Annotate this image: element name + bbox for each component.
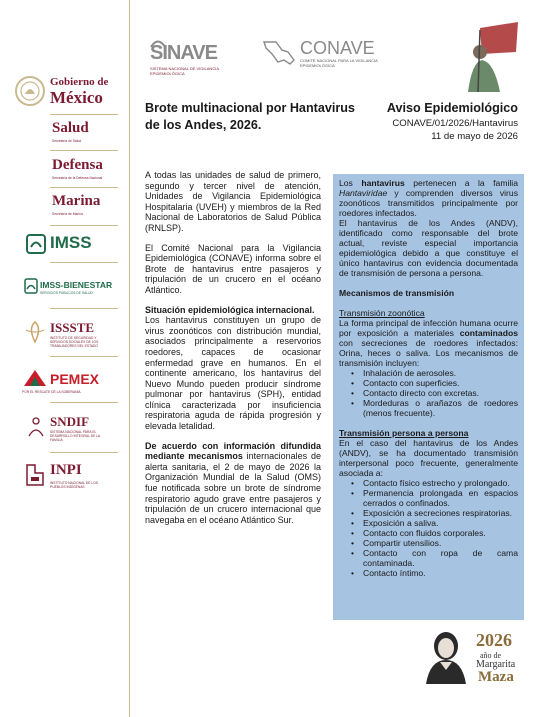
inpi-glyph-icon bbox=[24, 462, 46, 488]
salud-title: Salud bbox=[52, 120, 89, 136]
document-title: Brote multinacional por Hantavirus de los Andes, 2026. bbox=[145, 101, 355, 132]
audience-paragraph: A todas las unidades de salud de primero, segundo y tercer nivel de atención, Unidades de Vigilancia Epidemiológica Hospitalaria (UVEH) y miembros de la Red Nacional de Laboratorios de Salud Pública (RNLSP). bbox=[145, 170, 321, 233]
issste-flower-icon bbox=[24, 320, 46, 344]
zoonotic-text: con secreciones de roedores infectados: Orina, heces o saliva. Los mecanismos de transmisión incluyen: bbox=[339, 338, 518, 368]
list-item: • Contacto íntimo. bbox=[363, 568, 518, 578]
hantavirus-intro bbox=[339, 178, 518, 218]
sndif-subtitle: SISTEMA NACIONAL PARA EL DESARROLLO INTEGRAL DE LA FAMILIA bbox=[50, 430, 101, 442]
sinave-subtitle: SISTEMA NACIONAL DE VIGILANCIA EPIDEMIOLÓGICA bbox=[150, 66, 219, 76]
pemex-subtitle: POR EL RESCATE DE LA SOBERANÍA bbox=[22, 390, 81, 394]
defensa-subtitle: Secretaría de la Defensa Nacional bbox=[52, 176, 103, 180]
oms-paragraph bbox=[145, 441, 321, 526]
list-item: • Compartir utensilios. bbox=[363, 538, 518, 548]
oms-bold-lead: De acuerdo con información difundida mediante mecanismos bbox=[145, 440, 321, 462]
sndif-title: SNDIF bbox=[50, 414, 90, 429]
conave-subtitle: COMITÉ NACIONAL PARA LA VIGILANCIA EPIDEMIOLÓGICA bbox=[300, 58, 378, 68]
person-text: En el caso del hantavirus de los Andes (ANDV), se ha documentado transmisión interpersonal poco frecuente, generalmente asociada a: bbox=[339, 438, 518, 478]
person-list bbox=[339, 478, 518, 578]
coat-of-arms-icon bbox=[14, 74, 46, 108]
defensa-title: Defensa bbox=[52, 157, 103, 173]
zoonotic-bold: contaminados bbox=[459, 328, 518, 338]
divider bbox=[50, 308, 118, 309]
situation-paragraph bbox=[145, 305, 321, 432]
inpi-title: INPI bbox=[50, 462, 82, 478]
list-item: • Inhalación de aerosoles. bbox=[363, 368, 518, 378]
aviso-title: Aviso Epidemiológico bbox=[386, 101, 518, 115]
imss-eagle-icon bbox=[26, 234, 46, 254]
year-number: 2026 bbox=[476, 630, 512, 650]
divider bbox=[50, 150, 118, 151]
zoonotic-list bbox=[339, 368, 518, 418]
issste-title: ISSSTE bbox=[50, 320, 95, 335]
situation-heading: Situación epidemiológica internacional. bbox=[145, 304, 315, 315]
andv-paragraph: El hantavirus de los Andes (ANDV), identificado como responsable del brote actual, reviste especial importancia epidemiológica debido a que constituye el único hantavirus con evidencia documentada de transmisión de persona a persona. bbox=[339, 218, 518, 278]
marina-logo bbox=[14, 193, 119, 219]
margarita-maza-portrait-icon bbox=[420, 626, 472, 684]
divider bbox=[50, 452, 118, 453]
intro-italic: Hantaviridae bbox=[339, 188, 388, 198]
salud-logo bbox=[14, 120, 119, 146]
mexico-map-icon bbox=[262, 38, 296, 68]
imss-bienestar-subtitle: SERVICIOS PÚBLICOS DE SALUD bbox=[40, 291, 93, 295]
list-item: • Contacto con superficies. bbox=[363, 378, 518, 388]
conave-logo bbox=[262, 36, 392, 78]
mechanisms-heading: Mecanismos de transmisión bbox=[339, 288, 455, 298]
divider bbox=[50, 225, 118, 226]
list-item: • Mordeduras o arañazos de roedores (menos frecuente). bbox=[363, 398, 518, 418]
pemex-title: PEMEX bbox=[50, 371, 100, 387]
info-panel bbox=[333, 174, 524, 620]
list-item: • Permanencia prolongada en espacios cerrados o confinados. bbox=[363, 488, 518, 508]
list-item: • Contacto físico estrecho y prolongado. bbox=[363, 478, 518, 488]
person-heading: Transmisión persona a persona bbox=[339, 428, 469, 438]
zoonotic-paragraph bbox=[339, 308, 518, 368]
list-item: • Contacto directo con excretas. bbox=[363, 388, 518, 398]
left-column bbox=[145, 170, 321, 534]
salud-subtitle: Secretaría de Salud bbox=[52, 139, 82, 143]
gobierno-line1: Gobierno de bbox=[50, 76, 109, 88]
list-item: • Contacto con fluidos corporales. bbox=[363, 528, 518, 538]
aviso-date: 11 de mayo de 2026 bbox=[431, 131, 518, 142]
list-item: • Exposición a secreciones respiratorias. bbox=[363, 508, 518, 518]
marina-title: Marina bbox=[52, 193, 101, 209]
divider bbox=[50, 187, 118, 188]
divider bbox=[50, 356, 118, 357]
intro-text: Los bbox=[339, 178, 362, 188]
person-paragraph bbox=[339, 428, 518, 478]
imss-bienestar-title: IMSS-BIENESTAR bbox=[40, 280, 113, 290]
gobierno-logo bbox=[14, 74, 119, 114]
zoonotic-heading: Transmisión zoonótica bbox=[339, 308, 425, 318]
dif-figure-icon bbox=[26, 416, 46, 438]
agency-sidebar bbox=[0, 0, 130, 717]
issste-subtitle: INSTITUTO DE SEGURIDAD Y SERVICIOS SOCIALES DE LOS TRABAJADORES DEL ESTADO bbox=[50, 336, 99, 348]
pemex-eagle-icon bbox=[22, 368, 48, 388]
gobierno-line2: México bbox=[50, 88, 103, 107]
conave-paragraph: El Comité Nacional para la Vigilancia Epidemiológica (CONAVE) informa sobre el Brote de hantavirus entre pasajeros y tripulación de un crucero en el océano Atlántico. bbox=[145, 242, 321, 295]
aviso-block bbox=[338, 100, 518, 143]
zoonotic-text: La forma principal de infección humana ocurre por exposición a materiales bbox=[339, 318, 518, 338]
year-name-first: Margarita bbox=[476, 659, 516, 670]
oms-body: internacionales de alerta sanitaria, el 2 de mayo de 2026 la Organización Mundial de la Salud (OMS) fue notificada sobre un brote de síndrome respiratorio agudo grave entre pasajeros y tripulación de un crucero internacional que navegaba en el océano Atlántico Sur. bbox=[145, 451, 321, 525]
sinave-logo bbox=[150, 36, 242, 78]
divider bbox=[50, 114, 118, 115]
year-subtitle: año de bbox=[480, 651, 502, 660]
imss-bienestar-logo bbox=[14, 278, 119, 302]
year-badge bbox=[420, 626, 530, 686]
aviso-code: CONAVE/01/2026/Hantavirus bbox=[392, 118, 518, 129]
sinave-title: SINAVE bbox=[150, 42, 217, 64]
intro-text: y comprenden diversos virus zoonóticos transmitidos principalmente por roedores infectados. bbox=[339, 188, 518, 218]
marina-subtitle: Secretaría de Marina bbox=[52, 212, 83, 216]
divider bbox=[50, 262, 118, 263]
independence-woman-icon bbox=[460, 18, 522, 92]
conave-title: CONAVE bbox=[300, 38, 375, 58]
list-item: • Contacto con ropa de cama contaminada. bbox=[363, 548, 518, 568]
situation-body: Los hantavirus constituyen un grupo de virus zoonóticos con distribución mundial, asociados principalmente a reservorios roedores, capaces de ocasionar enfermedad grave en humanos. En el continente americano, los hantavirus del Nuevo Mundo pueden producir síndrome pulmonar por hantavirus (SPH), entidad clínica caracterizada por insuficiencia respiratoria aguda de rápida progresión y elevada letalidad. bbox=[145, 315, 321, 432]
intro-bold: hantavirus bbox=[361, 178, 405, 188]
defensa-logo bbox=[14, 157, 119, 183]
sndif-logo bbox=[14, 414, 119, 448]
imss-title: IMSS bbox=[50, 233, 92, 252]
pemex-logo bbox=[14, 368, 119, 396]
divider bbox=[50, 402, 118, 403]
inpi-logo bbox=[14, 462, 119, 496]
inpi-subtitle: INSTITUTO NACIONAL DE LOS PUEBLOS INDÍGENAS bbox=[50, 481, 98, 489]
list-item: • Exposición a saliva. bbox=[363, 518, 518, 528]
imss-logo bbox=[14, 232, 119, 258]
intro-text: pertenecen a la familia bbox=[404, 178, 518, 188]
issste-logo bbox=[14, 320, 119, 354]
imss-eagle-icon bbox=[24, 278, 38, 294]
year-name-last: Maza bbox=[478, 669, 514, 685]
